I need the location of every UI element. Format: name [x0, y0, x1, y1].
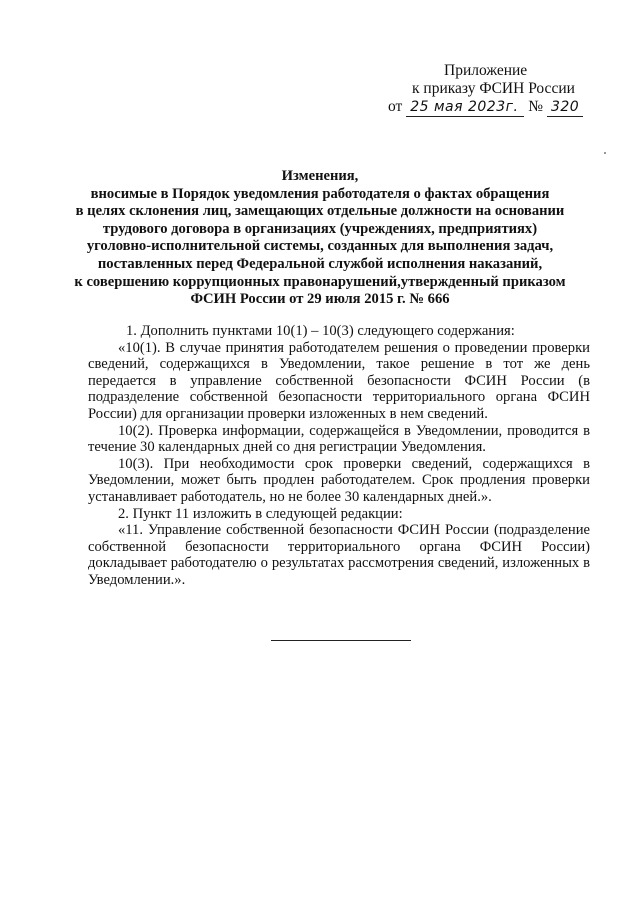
- heading-line: поставленных перед Федеральной службой исполнения наказаний,: [97, 255, 543, 272]
- number-prefix: №: [528, 98, 544, 115]
- closing-divider: [271, 640, 411, 641]
- appendix-date-number: [388, 98, 608, 117]
- paragraph-item-10-1: «10(1). В случае принятия работодателем решения о проведении проверки сведений, содержащихся в Уведомлении, такое решение в тот же день передается в управление собственной безопасности ФСИН России (в подразделение собственной безопасности территориального органа ФСИН России) для организации проверки изложенных в нем сведений.: [88, 339, 590, 422]
- paragraph-item-10-2: 10(2). Проверка информации, содержащейся в Уведомлении, проводится в течение 30 календарных дней со дня регистрации Уведомления.: [88, 422, 590, 456]
- document-heading: [40, 168, 600, 309]
- document-body: [88, 323, 590, 589]
- heading-line: уголовно-исполнительной системы, созданных для выполнения задач,: [86, 238, 554, 255]
- paragraph-item-1: 1. Дополнить пунктами 10(1) – 10(3) следующего содержания:: [126, 323, 515, 339]
- appendix-order-ref: к приказу ФСИН России: [412, 80, 575, 97]
- paragraph-item-2: 2. Пункт 11 изложить в следующей редакции:: [118, 505, 403, 522]
- date-prefix: от: [388, 98, 403, 115]
- heading-line: Изменения,: [281, 168, 359, 184]
- scan-speck: [604, 152, 606, 154]
- heading-line: к совершению коррупционных правонарушений,утвержденный приказом: [74, 273, 566, 290]
- heading-line: в целях склонения лиц, замещающих отдельные должности на основании: [75, 203, 565, 220]
- paragraph-item-10-3: 10(3). При необходимости срок проверки сведений, содержащихся в Уведомлении, может быть продлен работодателем. Срок продления проверки устанавливает работодатель, но не более 30 календарных дней.».: [88, 455, 590, 505]
- appendix-block: [388, 62, 608, 117]
- heading-line: трудового договора в организациях (учреждениях, предприятиях): [102, 220, 538, 237]
- paragraph-item-11: «11. Управление собственной безопасности ФСИН России (подразделение собственной безопасности территориального органа ФСИН России) докладывает работодателю о результатах рассмотрения сведений, изложенных в Уведомлении.».: [88, 522, 590, 588]
- heading-line: вносимые в Порядок уведомления работодателя о фактах обращения: [90, 185, 550, 202]
- handwritten-date: 25 мая 2023г.: [406, 98, 524, 117]
- appendix-title: Приложение: [444, 62, 528, 79]
- heading-line: ФСИН России от 29 июля 2015 г. № 666: [190, 291, 450, 308]
- handwritten-number: 320: [547, 98, 583, 117]
